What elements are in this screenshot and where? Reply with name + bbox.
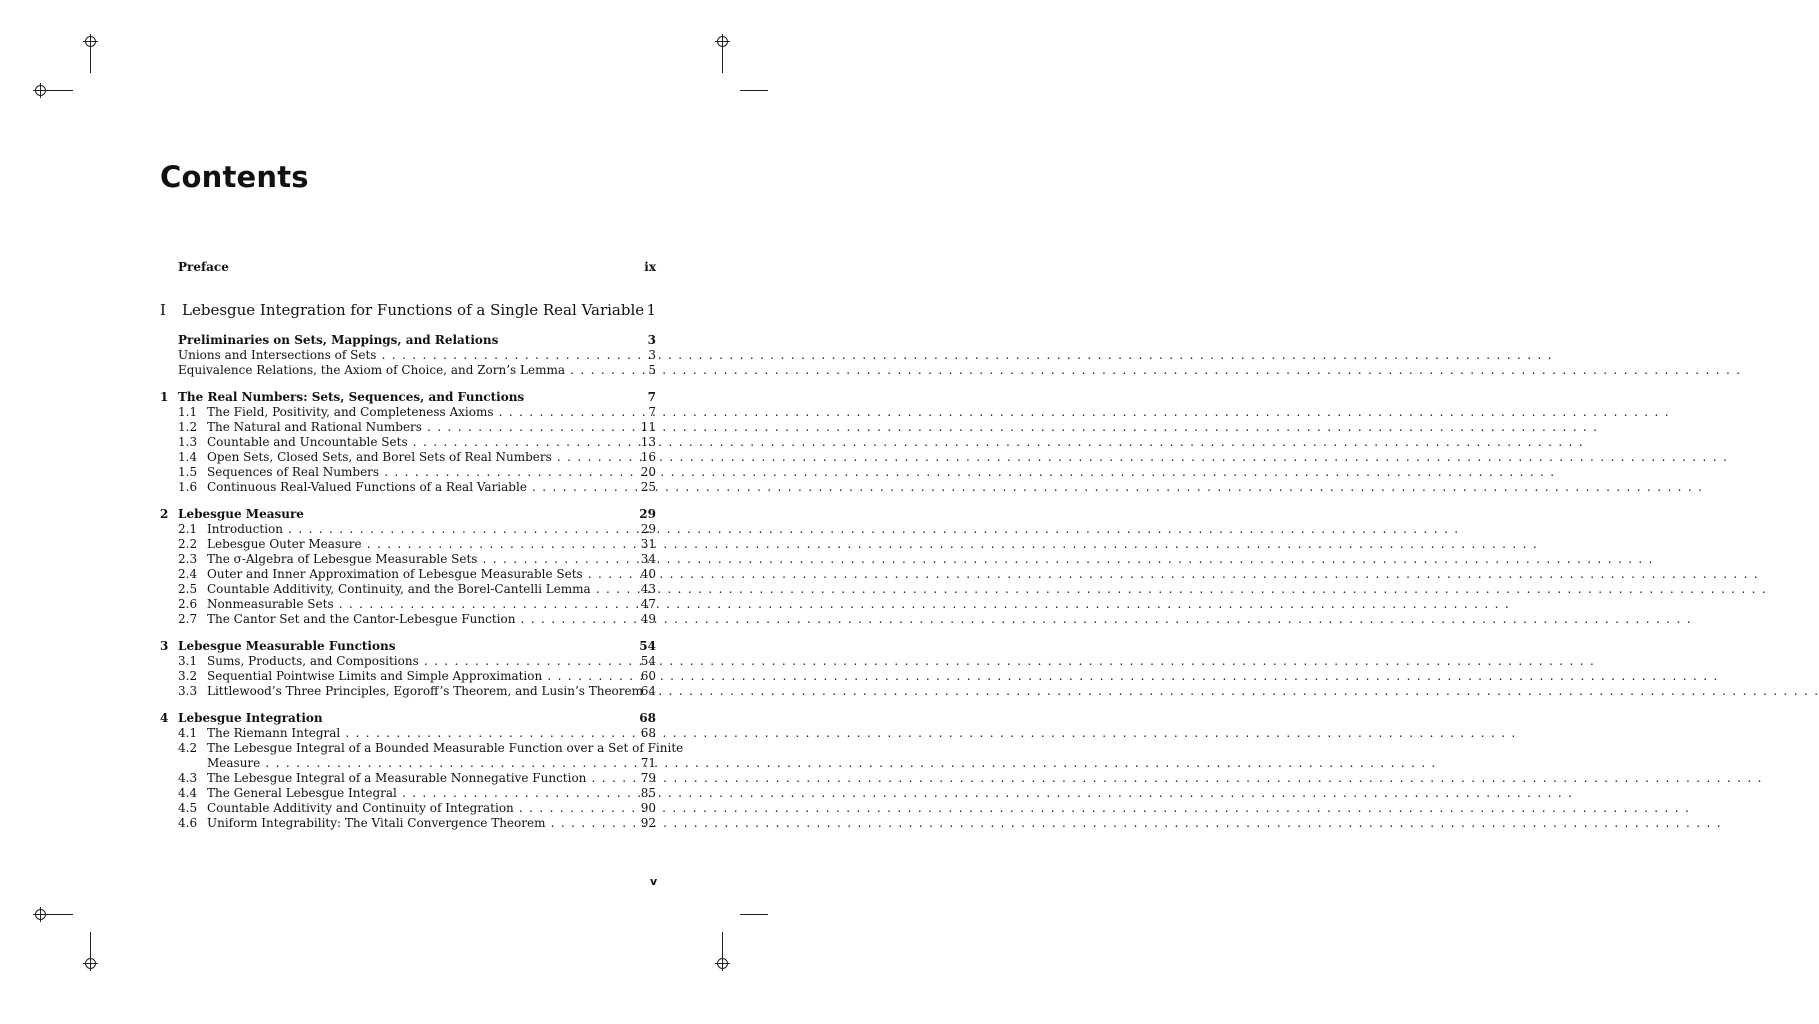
toc-entry-label: Preface <box>178 260 229 274</box>
toc-section-title: Open Sets, Closed Sets, and Borel Sets of Real Numbers . . . <box>207 450 628 465</box>
toc-section-row <box>160 420 656 435</box>
toc-section-number: 2.5 <box>178 582 198 596</box>
toc-section-number: 1.2 <box>178 420 198 434</box>
page-number: v <box>650 875 658 888</box>
toc-section-row <box>160 801 656 816</box>
toc-chapter-number: 4 <box>160 711 169 725</box>
toc-section-row <box>160 771 656 786</box>
toc-page-number: 29 <box>640 522 656 536</box>
toc-section-number: 1.3 <box>178 435 198 449</box>
toc-section-row <box>160 537 656 552</box>
toc-section-row <box>160 348 656 363</box>
page-title: Contents <box>160 160 309 194</box>
toc-part-row <box>160 299 656 321</box>
toc-chapter-number: 3 <box>160 639 169 653</box>
toc-section-title: Lebesgue Outer Measure . . . <box>207 537 628 552</box>
toc-section-number: 1.4 <box>178 450 198 464</box>
toc-page-number: 40 <box>640 567 656 581</box>
toc-section-number: 4.5 <box>178 801 198 815</box>
toc-chapter-title: Preliminaries on Sets, Mappings, and Relations <box>178 333 499 347</box>
toc-page-number: 7 <box>647 390 656 404</box>
registration-mark-icon <box>35 909 46 920</box>
registration-mark-icon <box>85 958 96 969</box>
toc-section-number: 2.6 <box>178 597 198 611</box>
toc-section-number: 1.1 <box>178 405 198 419</box>
toc-section-title: Continuous Real-Valued Functions of a Real Variable . . . <box>207 480 628 495</box>
toc-section-row <box>160 654 656 669</box>
toc-section-title: The General Lebesgue Integral . . . <box>207 786 628 801</box>
toc-section-row <box>160 786 656 801</box>
toc-page-number: 90 <box>640 801 656 815</box>
toc-section-title: The Lebesgue Integral of a Bounded Measurable Function over a Set of Finite <box>207 741 684 755</box>
toc-section-title: The Riemann Integral . . . <box>207 726 628 741</box>
toc-section-title: The Lebesgue Integral of a Measurable Nonnegative Function . . . <box>207 771 628 786</box>
registration-mark-icon <box>717 958 728 969</box>
toc-section-title: Measure . . . <box>207 756 628 771</box>
toc-page-number: 16 <box>640 450 656 464</box>
toc-section-row <box>160 582 656 597</box>
toc-page-number: 43 <box>640 582 656 596</box>
toc-part-number: I <box>160 301 166 319</box>
toc-section-number: 2.3 <box>178 552 198 566</box>
toc-chapter-number: 2 <box>160 507 169 521</box>
toc-section-title: The σ-Algebra of Lebesgue Measurable Sets . . . <box>207 552 628 567</box>
toc-section-title: Countable Additivity and Continuity of Integration . . . <box>207 801 628 816</box>
toc-page-number: 31 <box>640 537 656 551</box>
toc-page-number: 68 <box>639 711 656 725</box>
toc-page-number: 79 <box>640 771 656 785</box>
toc-page-number: 71 <box>640 756 656 770</box>
toc-page-number: 3 <box>648 348 656 362</box>
toc-section-title: The Cantor Set and the Cantor-Lebesgue Function . . . <box>207 612 628 627</box>
toc-section-row <box>160 435 656 450</box>
toc-section-title: Uniform Integrability: The Vitali Convergence Theorem . . . <box>207 816 628 831</box>
toc-section-number: 4.6 <box>178 816 198 830</box>
toc-section-title: The Field, Positivity, and Completeness Axioms . . . <box>207 405 628 420</box>
toc-part-title: Lebesgue Integration for Functions of a Single Real Variable <box>182 301 645 319</box>
table-of-contents <box>160 260 684 843</box>
toc-section-title: Sequential Pointwise Limits and Simple Approximation . . . <box>207 669 628 684</box>
toc-page-number: 20 <box>640 465 656 479</box>
toc-section-title: Equivalence Relations, the Axiom of Choice, and Zorn’s Lemma . . . <box>178 363 628 378</box>
toc-page-number: 7 <box>648 405 656 419</box>
toc-section-title: Nonmeasurable Sets . . . <box>207 597 628 612</box>
toc-chapter-row <box>160 711 656 726</box>
toc-section-number: 4.3 <box>178 771 198 785</box>
toc-section-row <box>160 465 656 480</box>
toc-section-title: Outer and Inner Approximation of Lebesgue Measurable Sets . . . <box>207 567 628 582</box>
toc-section-title: Sums, Products, and Compositions . . . <box>207 654 628 669</box>
registration-mark-icon <box>35 85 46 96</box>
toc-chapter-row <box>160 507 656 522</box>
toc-section-title: Introduction . . . <box>207 522 628 537</box>
toc-section-number: 3.3 <box>178 684 198 698</box>
toc-section-row <box>160 669 656 684</box>
toc-page-number: 34 <box>640 552 656 566</box>
toc-section-title: Unions and Intersections of Sets . . . <box>178 348 628 363</box>
toc-page-number: ix <box>644 260 656 274</box>
toc-chapter-title: Lebesgue Measurable Functions <box>178 639 396 653</box>
toc-section-number: 2.4 <box>178 567 198 581</box>
toc-chapter-row <box>160 390 656 405</box>
toc-page-number: 5 <box>648 363 656 377</box>
toc-chapter-row <box>160 333 656 348</box>
toc-section-title: Sequences of Real Numbers . . . <box>207 465 628 480</box>
registration-mark-icon <box>717 36 728 47</box>
toc-page-number: 64 <box>640 684 656 698</box>
toc-section-number: 4.4 <box>178 786 198 800</box>
toc-page-number: 54 <box>639 639 656 653</box>
toc-section-row <box>160 816 656 831</box>
toc-page-number: 3 <box>647 333 656 347</box>
toc-page-number: 92 <box>640 816 656 830</box>
toc-section-title: Countable and Uncountable Sets . . . <box>207 435 628 450</box>
toc-chapter-title: Lebesgue Integration <box>178 711 323 725</box>
toc-section-number: 1.6 <box>178 480 198 494</box>
toc-section-number: 4.2 <box>178 741 198 755</box>
toc-section-row-continued <box>160 756 656 771</box>
registration-mark-icon <box>85 36 96 47</box>
toc-section-row <box>160 612 656 627</box>
toc-section-title: Littlewood’s Three Principles, Egoroff’s Theorem, and Lusin’s Theorem . . . <box>207 684 628 699</box>
toc-page-number: 1 <box>646 301 656 319</box>
toc-section-number: 3.2 <box>178 669 198 683</box>
toc-page-number: 85 <box>640 786 656 800</box>
toc-page-number: 49 <box>640 612 656 626</box>
toc-section-row <box>160 522 656 537</box>
toc-page-number: 13 <box>640 435 656 449</box>
toc-section-row <box>160 480 656 495</box>
toc-chapter-row <box>160 639 656 654</box>
toc-section-row <box>160 597 656 612</box>
toc-section-number: 3.1 <box>178 654 198 668</box>
toc-page-number: 25 <box>640 480 656 494</box>
toc-front-matter-row <box>160 260 656 275</box>
toc-page-number: 29 <box>639 507 656 521</box>
toc-section-row <box>160 363 656 378</box>
toc-page-number: 68 <box>640 726 656 740</box>
toc-section-title: Countable Additivity, Continuity, and the Borel-Cantelli Lemma . . . <box>207 582 628 597</box>
toc-section-number: 2.2 <box>178 537 198 551</box>
toc-section-row <box>160 726 656 741</box>
toc-chapter-title: The Real Numbers: Sets, Sequences, and Functions <box>178 390 525 404</box>
toc-section-number: 1.5 <box>178 465 198 479</box>
toc-page-number: 60 <box>640 669 656 683</box>
toc-page-number: 47 <box>640 597 656 611</box>
toc-section-row <box>160 567 656 582</box>
toc-section-row <box>160 552 656 567</box>
toc-page-number: 54 <box>640 654 656 668</box>
toc-section-row <box>160 741 684 756</box>
toc-section-row <box>160 405 656 420</box>
toc-section-number: 2.1 <box>178 522 198 536</box>
toc-chapter-number: 1 <box>160 390 169 404</box>
toc-section-title: The Natural and Rational Numbers . . . <box>207 420 628 435</box>
toc-section-number: 2.7 <box>178 612 198 626</box>
toc-page-number: 11 <box>640 420 656 434</box>
toc-section-row <box>160 684 656 699</box>
toc-section-row <box>160 450 656 465</box>
toc-chapter-title: Lebesgue Measure <box>178 507 304 521</box>
toc-section-number: 4.1 <box>178 726 198 740</box>
